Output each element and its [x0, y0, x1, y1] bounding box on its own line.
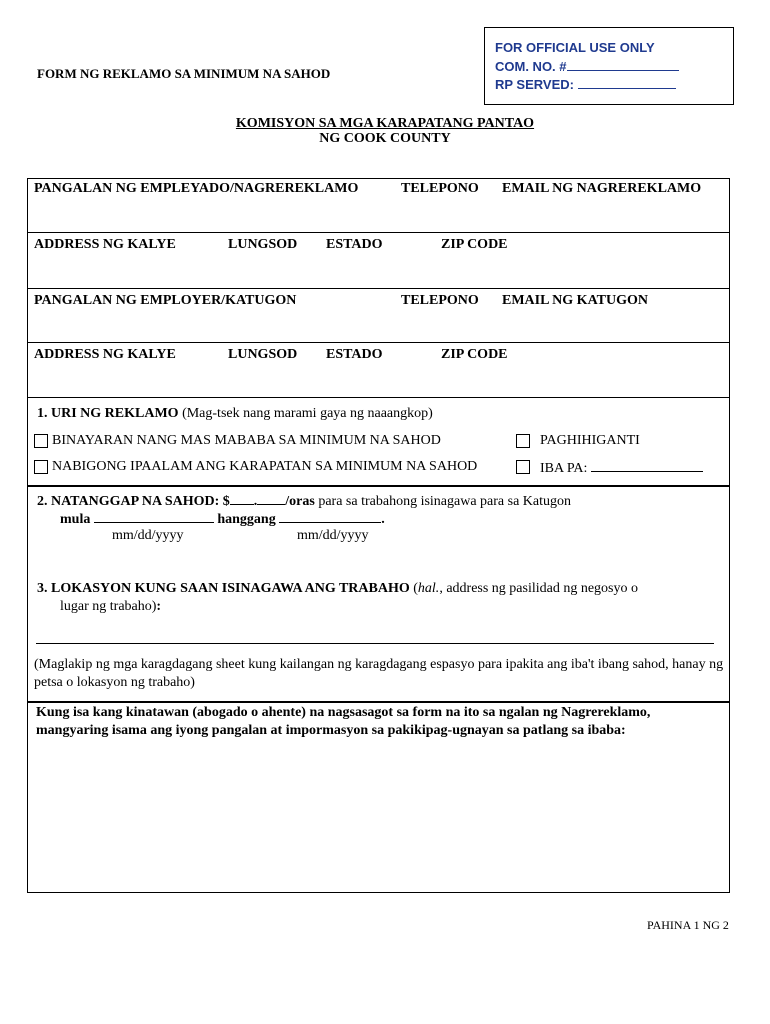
section3-hint-example: hal. — [417, 581, 440, 596]
per-hour-label: /oras — [285, 494, 315, 509]
complainant-city-label: LUNGSOD — [228, 237, 298, 252]
section2-title: NATANGGAP NA SAHOD: $ — [51, 494, 230, 509]
complainant-name-label: PANGALAN NG EMPLEYADO/NAGREREKLAMO — [34, 181, 359, 196]
page-number: PAHINA 1 NG 2 — [647, 918, 729, 932]
section3-colon: : — [156, 599, 162, 614]
option-underpaid-label: BINAYARAN NANG MAS MABABA SA MINIMUM NA SAHOD — [52, 433, 441, 448]
complainant-address-field[interactable] — [28, 254, 729, 287]
wage-dollars-field[interactable] — [230, 492, 254, 505]
respondent-name-label: PANGALAN NG EMPLOYER/KATUGON — [34, 293, 297, 308]
option-failed-notice-label: NABIGONG IPAALAM ANG KARAPATAN SA MINIMUM NA SAHOD — [52, 459, 478, 474]
section3-title: LOKASYON KUNG SAAN ISINAGAWA ANG TRABAHO — [51, 581, 410, 596]
section1-title: URI NG REKLAMO — [51, 406, 179, 421]
rp-served-line — [495, 77, 676, 92]
to-date-field[interactable] — [279, 510, 381, 523]
divider — [27, 397, 730, 398]
section3-hint-rest: , address ng pasilidad ng negosyo o — [439, 581, 639, 596]
rp-served-label: RP SERVED: — [495, 77, 574, 92]
option-retaliation-label: PAGHIHIGANTI — [540, 433, 640, 448]
divider — [27, 485, 730, 487]
section3-line2 — [60, 599, 161, 615]
agency-title: KOMISYON SA MGA KARAPATANG PANTAO — [235, 116, 535, 131]
complainant-street-label: ADDRESS NG KALYE — [34, 237, 176, 252]
representative-note: Kung isa kang kinatawan (abogado o ahente) na nagsasagot sa form na ito sa ngalan ng Nagrereklamo, mangyaring isama ang iyong pangalan at impormasyon sa pakikipag-ugnayan sa patlang sa ibaba: — [36, 705, 651, 738]
complainant-state-label: ESTADO — [326, 237, 383, 252]
respondent-email-label: EMAIL NG KATUGON — [502, 293, 648, 308]
from-date-format: mm/dd/yyyy — [112, 528, 184, 543]
checkbox-failed-notice[interactable] — [34, 460, 48, 474]
section3-hint-open: ( — [413, 581, 418, 596]
checkbox-other[interactable] — [516, 460, 530, 474]
divider — [27, 342, 730, 343]
respondent-zip-label: ZIP CODE — [441, 347, 508, 362]
end-dot: . — [381, 512, 385, 527]
representative-info-field[interactable] — [28, 742, 729, 892]
section1-hint: (Mag-tsek nang marami gaya ng naaangkop) — [182, 406, 433, 421]
respondent-street-label: ADDRESS NG KALYE — [34, 347, 176, 362]
official-use-title: FOR OFFICIAL USE ONLY — [495, 40, 655, 55]
complainant-phone-label: TELEPONO — [401, 181, 479, 196]
section2-line2 — [60, 510, 385, 528]
complainant-email-label: EMAIL NG NAGREREKLAMO — [502, 181, 702, 196]
section1-number: 1. — [37, 406, 48, 421]
divider — [27, 232, 730, 233]
section3-hint-line2: lugar ng trabaho) — [60, 599, 157, 614]
from-label: mula — [60, 512, 91, 527]
official-use-box — [484, 27, 734, 105]
com-no-line — [495, 59, 679, 74]
com-no-label: COM. NO. # — [495, 59, 567, 74]
complainant-zip-label: ZIP CODE — [441, 237, 508, 252]
section1-heading — [37, 406, 433, 422]
to-label: hanggang — [217, 512, 276, 527]
respondent-phone-label: TELEPONO — [401, 293, 479, 308]
complainant-name-field[interactable] — [28, 198, 729, 231]
respondent-state-label: ESTADO — [326, 347, 383, 362]
rp-served-field[interactable] — [578, 77, 676, 89]
location-field[interactable] — [36, 643, 714, 644]
checkbox-underpaid[interactable] — [34, 434, 48, 448]
checkbox-retaliation[interactable] — [516, 434, 530, 448]
agency-subtitle: NG COOK COUNTY — [319, 131, 451, 146]
respondent-name-field[interactable] — [28, 310, 729, 341]
other-specify-field[interactable] — [591, 459, 703, 472]
section3-line1 — [37, 581, 638, 597]
option-other-label: IBA PA: — [540, 461, 588, 476]
section2-description: para sa trabahong isinagawa para sa Katugon — [318, 494, 572, 509]
section3-number: 3. — [37, 581, 48, 596]
wage-cents-field[interactable] — [257, 492, 285, 505]
section2-number: 2. — [37, 494, 48, 509]
respondent-city-label: LUNGSOD — [228, 347, 298, 362]
from-date-field[interactable] — [94, 510, 214, 523]
attach-note: (Maglakip ng mga karagdagang sheet kung kailangan ng karagdagang espasyo para ipakita ang iba't ibang sahod, hanay ng petsa o lokasyon ng trabaho) — [34, 657, 724, 690]
divider — [27, 701, 730, 703]
com-no-field[interactable] — [567, 59, 679, 71]
form-title: FORM NG REKLAMO SA MINIMUM NA SAHOD — [37, 66, 331, 81]
respondent-address-field[interactable] — [28, 364, 729, 396]
section2-line1 — [37, 492, 571, 510]
option-other-row — [540, 459, 703, 477]
to-date-format: mm/dd/yyyy — [297, 528, 369, 543]
divider — [27, 288, 730, 289]
wage-decimal-point: . — [253, 494, 258, 509]
